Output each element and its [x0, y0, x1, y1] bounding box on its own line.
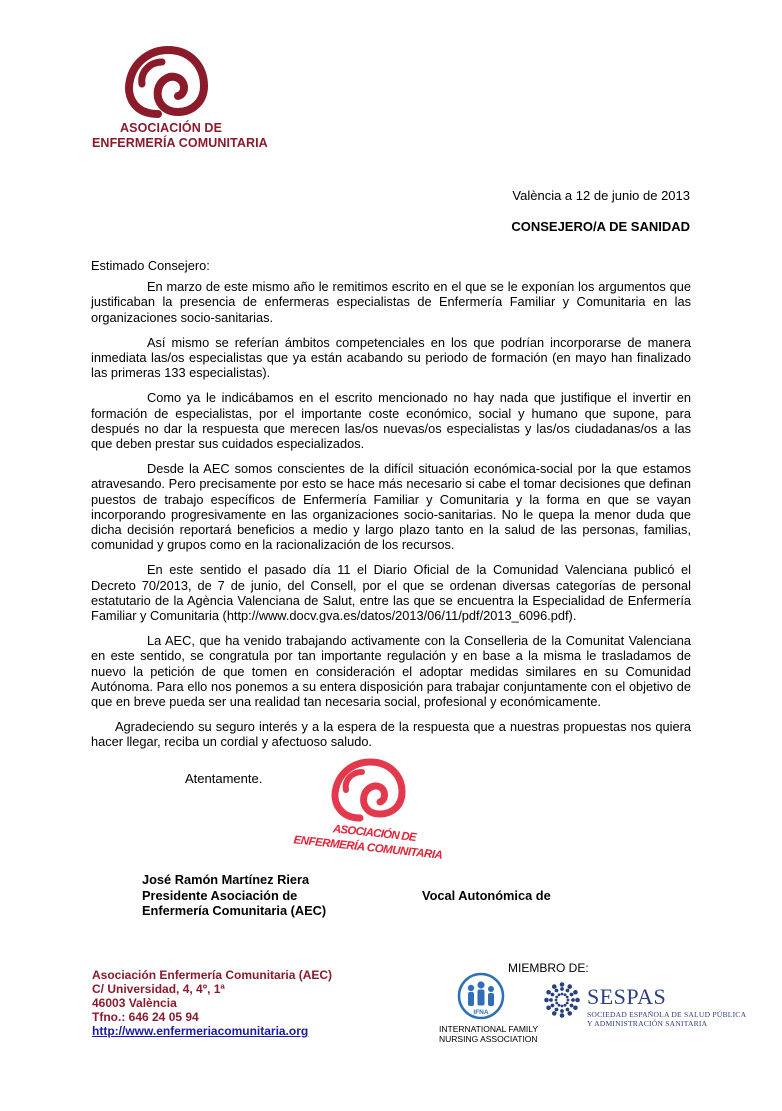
- sespas-dot: [551, 993, 555, 997]
- sespas-dot: [551, 1004, 555, 1008]
- ifna-name-line1: INTERNATIONAL FAMILY: [439, 1024, 539, 1034]
- paragraph: En este sentido el pasado día 11 el Diario Oficial de la Comunidad Valenciana publicó el Decreto 70/2013, de 7 de junio, del Consell, por el que se ordenan diversas categorías de personal estatutario de la Agència Valenciana de Salut, entre las que se encuentra la Especialidad de Enfermería Familiar y Comunitaria (http://www.docv.gva.es/datos/2013/06/11/pdf/2013_6096.pdf).: [91, 562, 691, 624]
- address-org: Asociación Enfermería Comunitaria (AEC): [92, 968, 333, 982]
- sespas-dot: [546, 990, 551, 995]
- sespas-dot: [564, 1004, 567, 1007]
- address-city: 46003 València: [92, 996, 177, 1010]
- salutation: Estimado Consejero:: [91, 258, 210, 273]
- sespas-dot: [566, 989, 570, 993]
- paragraph: Desde la AEC somos conscientes de la difícil situación económica-social por la que estamos atravesando. Pero precisamente por esto se hace más necesario si cabe el tomar decisiones que definan puestos de trabajo específicos de Enfermería Familiar y Comunitaria y la forma en que se vayan incorporando progresivamente en las organizaciones socio-sanitarias. No le quepa la menor duda que dicha decisión reportará beneficios a medio y largo plazo tanto en la salud de las personas, familias, comunidad y grupos como en la racionalización de los recursos.: [91, 461, 691, 553]
- sespas-dot: [573, 1005, 578, 1010]
- letter-date: València a 12 de junio de 2013: [512, 188, 690, 203]
- sespas-dot: [560, 1013, 565, 1018]
- sespas-dot: [555, 996, 558, 999]
- sespas-subtitle-line2: Y ADMINISTRACIÓN SANITARIA: [587, 1019, 708, 1028]
- ifna-badge-text: IFNA: [473, 1009, 489, 1016]
- sespas-dot: [564, 993, 567, 996]
- member-of-label: MIEMBRO DE:: [508, 961, 589, 975]
- sespas-name: SESPAS: [587, 984, 667, 1009]
- sespas-subtitle-line1: SOCIEDAD ESPAÑOLA DE SALUD PÚBLICA: [587, 1010, 747, 1019]
- sespas-dot: [560, 982, 565, 987]
- sespas-dot: [555, 999, 558, 1002]
- sespas-dot: [566, 1008, 570, 1012]
- signer-role-line2: Enfermería Comunitaria (AEC): [142, 903, 327, 918]
- sespas-dot: [571, 998, 575, 1002]
- sespas-dot: [560, 987, 564, 991]
- address-street: C/ Universidad, 4, 4º, 1ª: [92, 982, 225, 996]
- ifna-name-line2: NURSING ASSOCIATION: [439, 1034, 538, 1044]
- sespas-dot: [567, 999, 570, 1002]
- website-link[interactable]: http://www.enfermeriacomunitaria.org: [92, 1024, 309, 1038]
- sespas-dot: [560, 1009, 564, 1013]
- sespas-dot: [549, 998, 553, 1002]
- signer-name: José Ramón Martínez Riera: [142, 872, 310, 887]
- sespas-dot: [573, 990, 578, 995]
- sespas-dot: [561, 993, 564, 996]
- sespas-dot: [555, 1002, 558, 1005]
- sespas-dot: [552, 1011, 557, 1016]
- sign-off: Atentamente.: [185, 771, 263, 786]
- ifna-logo-icon: [457, 970, 505, 1022]
- sespas-dot: [558, 993, 561, 996]
- letter-recipient: CONSEJERO/A DE SANIDAD: [511, 219, 690, 234]
- sespas-dot: [544, 998, 549, 1003]
- sespas-dot: [555, 989, 559, 993]
- organization-stamp-icon: [288, 752, 448, 862]
- org-name-line2: ENFERMERÍA COMUNITARIA: [92, 136, 268, 150]
- stamp-text-line2: Enfermería Comunitaria: [292, 834, 444, 862]
- sespas-dot: [570, 993, 574, 997]
- sespas-dot: [567, 1011, 572, 1016]
- sespas-dot: [570, 1004, 574, 1008]
- sespas-dot: [566, 1002, 569, 1005]
- stamp-text-line1: Asociación de: [332, 823, 418, 845]
- vocal-signature: Vocal Autonómica de: [422, 888, 551, 903]
- sespas-star-icon: [544, 982, 580, 1018]
- closing-paragraph: Agradeciendo su seguro interés y a la espera de la respuesta que a nuestras propuestas nos quiera hacer llegar, reciba un cordial y afectuoso saludo.: [91, 719, 691, 750]
- sespas-dot: [546, 1005, 551, 1010]
- address-phone: Tfno.: 646 24 05 94: [92, 1010, 199, 1024]
- footer-address: [92, 968, 332, 1038]
- organization-name: [92, 121, 268, 151]
- sespas-dot: [566, 996, 569, 999]
- sespas-dot: [558, 1004, 561, 1007]
- sespas-dot: [575, 998, 580, 1003]
- paragraph: Como ya le indicábamos en el escrito mencionado no hay nada que justifique el invertir en formación de especialistas, por el importante coste económico, social y humano que supone, para después no dar la respuesta que merecen las/os nuevas/os especialistas y las/os ciudadanas/os a las que deben prestar sus cuidados especializados.: [91, 390, 691, 452]
- aec-logo-icon: [120, 44, 210, 120]
- sespas-dot: [561, 1005, 564, 1008]
- paragraph: Así mismo se referían ámbitos competenciales en los que podrían incorporarse de manera inmediata las/os especialistas que ya están acabando su periodo de formación (en mayo han finalizado las primeras 133 especialistas).: [91, 334, 691, 381]
- signature-block: [142, 872, 326, 919]
- org-name-line1: ASOCIACIÓN DE: [120, 121, 223, 135]
- sespas-dot: [555, 1008, 559, 1012]
- sespas-subtitle: [587, 1010, 746, 1028]
- letter-body: [91, 258, 691, 760]
- ifna-name: [439, 1024, 538, 1044]
- sespas-dot: [552, 984, 557, 989]
- paragraph: La AEC, que ha venido trabajando activamente con la Conselleria de la Comunitat Valenciana en este sentido, se congratula por tan importante regulación y en base a la misma le trasladamos de nuevo la petición de que tomen en consideración el adoptar medidas similares en su Comunidad Autónoma. Para ello nos ponemos a su entera disposición para trabajar conjuntamente con el objetivo de que en breve pueda ser una realidad tan necesaria social, profesional y económicamente.: [91, 633, 691, 710]
- signer-role-line1: Presidente Asociación de: [142, 887, 298, 903]
- paragraph: En marzo de este mismo año le remitimos escrito en el que se le exponían los argumentos que justificaban la presencia de enfermeras especialistas de Enfermería Familiar y Comunitaria en las organizaciones socio-sanitarias.: [91, 279, 691, 325]
- sespas-dot: [567, 984, 572, 989]
